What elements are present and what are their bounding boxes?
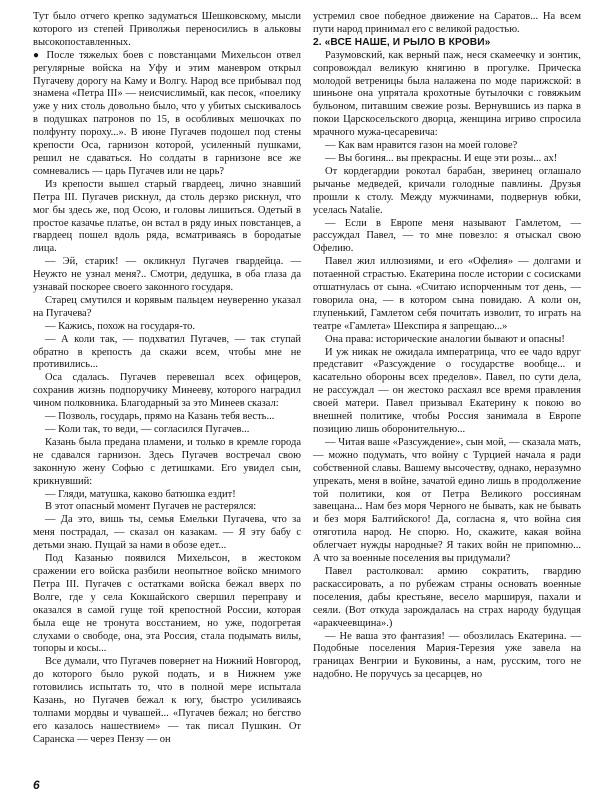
left-column [33, 11, 301, 747]
paragraph: Старец смутился и корявым пальцем неуверенно указал на Пугачева? [33, 294, 301, 319]
paragraph: — Позволь, государь, прямо на Казань тебя весть... [45, 411, 275, 423]
paragraph: Она права: исторические аналогии бывают и опасны! [325, 333, 565, 345]
section-heading: 2. «ВСЕ НАШЕ, И РЫЛО В КРОВИ» [313, 36, 491, 48]
paragraph: Из крепости вышел старый гвардеец, лично знавший Петра III. Пугачев рискнул, да столь дерзко рискнул, что мог бы здесь же, под Осою, и головы лишиться. Одетый в простое казачье платье, он встал в ряду иных повстанцев, а гвардеец пошел вдоль ряда, всматриваясь в бородатые лица. [33, 178, 301, 255]
paragraph: — Если в Европе меня называют Гамлетом, — рассуждал Павел, — то мне повезло: я отыскал свою Офелию. [313, 217, 581, 255]
paragraph: Оса сдалась. Пугачев перевешал всех офицеров, сохранив жизнь подпоручику Минееву, которого наградил чином полковника. Благодарный за это Минеев сказал: [33, 372, 301, 410]
paragraph: ● После тяжелых боев с повстанцами Михельсон отвел регулярные войска на Уфу и этим маневром открыл Пугачеву дорогу на Каму и Волгу. Народ все прибывал под знамена «Петра III» — неисчислимый, как песок, «поелику уже у них столь довольно было, что у убитых сыскивалось в подушках патронов по 15, в особливых мешочках по полфунту пороху...». В июне Пугачев подошел под стены крепости Оса, гарнизон которой, усиленный пушками, решил не сдаваться. Но солдаты в гарнизоне все же сомневались — царь Пугачев или не царь? [33, 50, 301, 179]
paragraph: — Да это, вишь ты, семья Емельки Пугачева, что за меня пострадал, — сказал он казакам. — Я эту бабу с детьми знаю. Пущай за нами в обозе едет... [33, 514, 301, 552]
paragraph: — Коли так, то веди, — согласился Пугачев... [45, 424, 250, 435]
paragraph: От кордегардии рокотал барабан, зверинец оглашало рычанье медведей, кричали голодные павлины. Друзья прошли к столу. Между мужчинами, подвернув юбки, уселась Natalie. [313, 165, 581, 216]
paragraph: — Как вам нравится газон на моей голове? [325, 140, 518, 152]
paragraph: Казань была предана пламени, и только в кремле города не сдавался гарнизон. Здесь Пугачев востречал свою законную жену Софью с детишками. Его увидел сын, крикнувший: [33, 436, 301, 487]
paragraph: В этот опасный момент Пугачев не растерялся: [45, 501, 257, 513]
paragraph: Все думали, что Пугачев повернет на Нижний Новгород, до которого было рукой подать, и в Нижнем уже готовились испытать то, что в полной мере испытала Казань, но Пугачев бежал к югу, быстро усиливаясь толпами мордвы и чувашей... «Пугачев бежал; но бегство его казалось нашествием» — так писал Пушкин. От Саранска — через Пензу — он [33, 656, 301, 745]
paragraph: Тут было отчего крепко задуматься Шешковскому, мысли которого из степей Приволжья переносились в альковы высокопоставленных. [33, 11, 301, 48]
paragraph: Под Казанью появился Михельсон, в жестоком сражении его войска разбили неопытное войско мнимого Петра III. Пугачев с остатками войска бежал вверх по Волге, где у села Кокшайского свершил переправу и оказался в самой гуще той крепостной России, которая была еще не тронута восстанием, но уже, подогретая слухами о свободе, она, эта Россия, стала подымать вилы, топоры и косы... [33, 553, 301, 655]
paragraph: — Эй, старик! — окликнул Пугачев гвардейца. — Неужто не узнал меня?.. Смотри, дедушка, в оба глаза да узнавай поскорее своего законного государя. [33, 256, 301, 294]
paragraph: — Читая ваше «Разсуждение», сын мой, — сказала мать, — можно подумать, что войну с Турцией начала я ради собственной славы. Вашему высочеству, однако, неразумно упрекать, меня в войне, зачатой едино лишь в продолжение той политики, коя от Петра Великого россиянам завещана... Нам без моря Черного не бывать, как не бывать и без моря Балтийского! Да, согласна я, что война сия отяготила народ. Не спорю. Но, скажите, какая война облегчает нужды народные? Я таких войн не припомню... А что за военные поселения вы придумали? [313, 436, 581, 565]
paragraph: — Кажись, похож на государя-то. [45, 320, 196, 332]
paragraph: — Не ваша это фантазия! — обозлилась Екатерина. — Подобные поселения Мария-Терезия уже завела на границах Венгрии и Буковины, а нам, русским, того не надобно. Не поручусь за цесарцев, но [313, 630, 581, 681]
paragraph: устремил свое победное движение на Саратов... На всем пути народ принимал его с великой радостью. [313, 11, 581, 35]
paragraph: Разумовский, как верный паж, неся скамеечку и зонтик, сопровождал великую княгиню в прогулке. Прическа молодой ветреницы была налажена по моде парижской: в шиньоне она упрятала крохотные бутылочки с говяжьим бульоном, питавшим свежие розы. Вернувшись из парка в покои Царскосельского дворца, женщина игриво спросила мрачного мужа-цесаревича: [313, 49, 581, 139]
paragraph: — Гляди, матушка, каково батюшка ездит! [45, 488, 236, 500]
paragraph: Павел растолковал: армию сократить, гвардию раскассировать, а по рубежам страны основать военные поселения, дабы крестьяне, весело маршируя, пахали и сеяли. (Вот откуда зарождалась на страх народу будущая «аракчеевщина».) [313, 565, 581, 629]
paragraph: Павел жил иллюзиями, и его «Офелия» — долгами и потаенной страстью. Екатерина после истории с сосисками отшатнулась от сына. «Считаю испорченным тот день, — говорила она, — в котором сына повидаю. А коли он, глупенький, Гамлетом себя почитать изволит, то играть на театре «Гамлета» Шекспира я запрещаю...» [313, 256, 581, 332]
paragraph: — Вы богиня... вы прекрасны. И еще эти розы... ах! [325, 152, 558, 164]
page-number: 6 [33, 778, 40, 792]
paragraph: — А коли так, — подхватил Пугачев, — так ступай обратно в крепость да скажи всем, чтобы мне не противились... [33, 333, 301, 371]
paragraph: И уж никак не ожидала императрица, что ее чадо вдруг представит «Разсуждение о государстве вообще... и касательно обороны всех пределов». Павел, по сути дела, не рассуждал — он жестоко расхаял все время правления своей матери. Павел призывал Екатерину к покою во внешней политике, чтобы Россия занимала в Европе позицию лишь оборонительную... [313, 346, 581, 435]
right-column [313, 11, 581, 682]
